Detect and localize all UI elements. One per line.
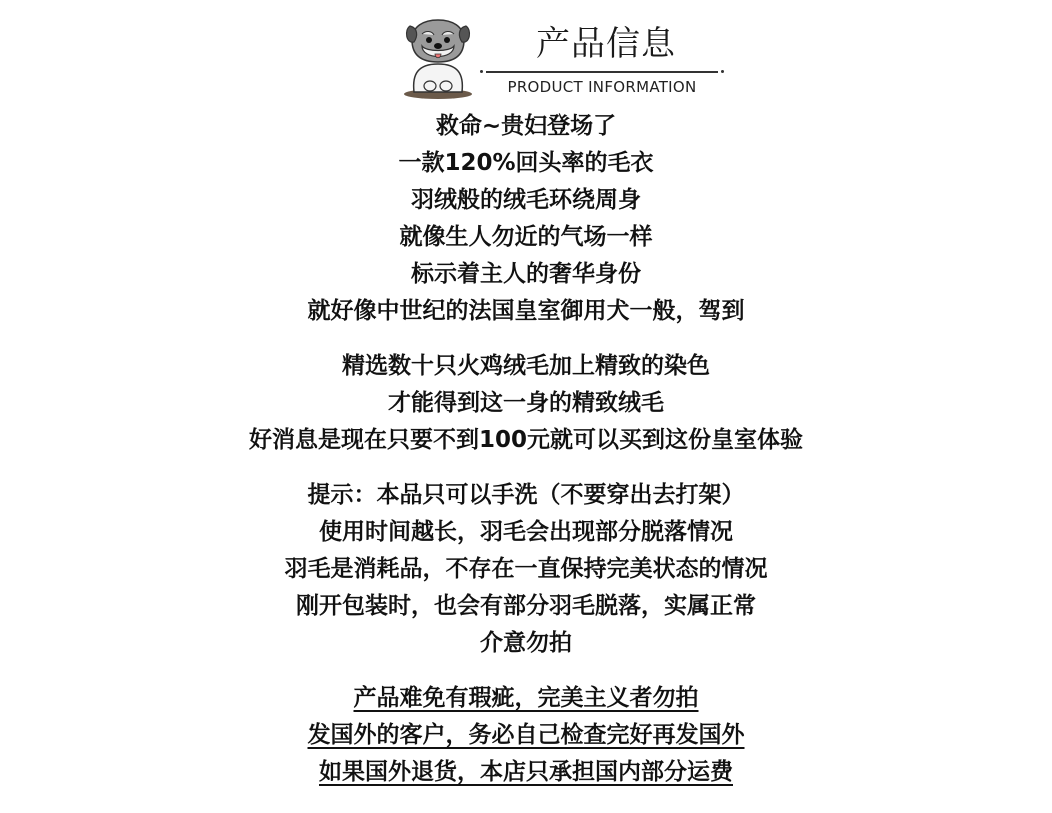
notice-line bbox=[0, 717, 1052, 754]
text-line: 救命~贵妇登场了 bbox=[435, 113, 617, 139]
paragraph-intro bbox=[0, 108, 1052, 330]
text-line: 就好像中世纪的法国皇室御用犬一般，驾到 bbox=[307, 298, 745, 324]
text-line: 一款120%回头率的毛衣 bbox=[398, 150, 654, 176]
paragraph-care-tips bbox=[0, 477, 1052, 662]
paragraph-notice bbox=[0, 680, 1052, 791]
text-line: 标示着主人的奢华身份 bbox=[411, 261, 641, 287]
text-line: 使用时间越长，羽毛会出现部分脱落情况 bbox=[319, 519, 733, 545]
text-line: 就像生人勿近的气场一样 bbox=[399, 224, 653, 250]
notice-line bbox=[0, 680, 1052, 717]
text-line: 羽毛是消耗品，不存在一直保持完美状态的情况 bbox=[284, 556, 768, 582]
schnauzer-dog-icon bbox=[400, 14, 476, 100]
title-divider bbox=[486, 71, 718, 73]
text-line: 刚开包装时，也会有部分羽毛脱落，实属正常 bbox=[296, 593, 756, 619]
notice-line bbox=[0, 754, 1052, 791]
text-line: 才能得到这一身的精致绒毛 bbox=[388, 390, 664, 416]
underlined-text: 如果国外退货，本店只承担国内部分运费 bbox=[319, 759, 733, 785]
text-line: 精选数十只火鸡绒毛加上精致的染色 bbox=[342, 353, 710, 379]
underlined-text: 发国外的客户，务必自己检查完好再发国外 bbox=[307, 722, 745, 748]
text-line: 好消息是现在只要不到100元就可以买到这份皇室体验 bbox=[248, 427, 803, 453]
title-english: PRODUCT INFORMATION bbox=[507, 78, 697, 96]
text-line: 提示：本品只可以手洗（不要穿出去打架） bbox=[307, 482, 745, 508]
title-chinese: 产品信息 bbox=[536, 24, 676, 64]
product-description bbox=[0, 108, 1052, 791]
text-line: 羽绒般的绒毛环绕周身 bbox=[411, 187, 641, 213]
text-line: 介意勿拍 bbox=[480, 630, 572, 656]
product-info-header bbox=[398, 10, 728, 100]
paragraph-material bbox=[0, 348, 1052, 459]
underlined-text: 产品难免有瑕疵，完美主义者勿拍 bbox=[353, 685, 699, 711]
